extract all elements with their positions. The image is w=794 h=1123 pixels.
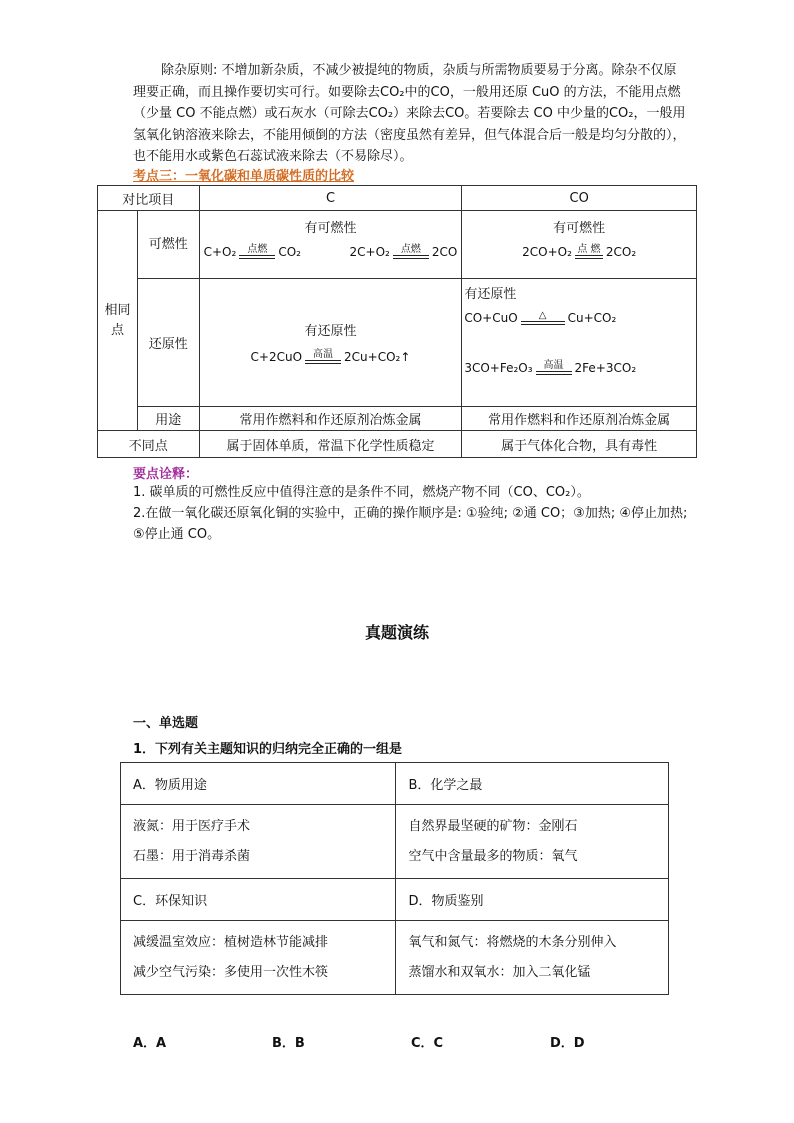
option-c-title: C．环保知识 — [121, 879, 396, 921]
co-flammable-cell: 有可燃性 2CO+O₂ 点 燃 2CO₂ — [462, 211, 697, 279]
co-use: 常用作燃料和作还原剂冶炼金属 — [462, 407, 697, 431]
same-label: 相同点 — [98, 211, 138, 431]
comparison-table — [97, 185, 697, 458]
question-table — [120, 762, 669, 995]
choice-c[interactable]: C．C — [411, 1036, 444, 1051]
page-heading: 真题演练 — [364, 623, 429, 642]
option-d-title: D．物质鉴别 — [396, 879, 669, 921]
c-use: 常用作燃料和作还原剂冶炼金属 — [199, 407, 462, 431]
flammable-label: 可燃性 — [137, 211, 199, 279]
co-reduction-eq1: CO+CuO △ Cu+CO₂ — [464, 310, 617, 325]
option-a-title: A．物质用途 — [121, 763, 396, 805]
option-d-content: 氧气和氮气：将燃烧的木条分别伸入 蒸馏水和双氧水：加入二氧化锰 — [396, 921, 669, 995]
c-flammable-cell: 有可燃性 C+O₂ 点燃 CO₂ 2C+O₂ 点燃 2CO — [199, 211, 462, 279]
co-combustion-eq: 2CO+O₂ 点 燃 2CO₂ — [522, 244, 637, 259]
header-item: 对比项目 — [98, 186, 200, 211]
header-c: C — [199, 186, 462, 211]
reducing-label: 还原性 — [137, 279, 199, 407]
c-reduction-eq: C+2CuO 高温 2Cu+CO₂↑ — [250, 349, 411, 364]
option-a-content: 液氮：用于医疗手术 石墨：用于消毒杀菌 — [121, 805, 396, 879]
diff-label: 不同点 — [98, 431, 200, 458]
header-co: CO — [462, 186, 697, 211]
c-diff: 属于固体单质，常温下化学性质稳定 — [199, 431, 462, 458]
choice-d[interactable]: D．D — [550, 1036, 585, 1051]
co-reducing-cell: 有还原性 CO+CuO △ Cu+CO₂ 3CO+Fe₂O₃ 高温 2Fe+3CO₂ — [462, 279, 697, 407]
choice-b[interactable]: B．B — [272, 1036, 305, 1051]
intro-paragraph: 除杂原则: 不增加新杂质，不减少被提纯的物质，杂质与所需物质要易于分离。除杂不仅原理要正确，而且操作要切实可行。如要除去CO₂中的CO，一般用还原 CuO 的方法，不能用点燃（少量 CO 不能点燃）或石灰水（可除去CO₂）来除去CO。若要除去 CO 中少量的CO₂，一般用氢氧化钠溶液来除去，不能用倾倒的方法（密度虽然有差异，但气体混合后一般是均匀分散的），也不能用水或紫色石蕊试液来除去（不易除尽）。 — [133, 63, 686, 164]
question-section-title: 一、单选题 — [133, 716, 199, 731]
co-reduction-eq2: 3CO+Fe₂O₃ 高温 2Fe+3CO₂ — [464, 360, 637, 375]
answer-choices — [133, 1032, 693, 1051]
option-b-title: B．化学之最 — [396, 763, 669, 805]
option-c-content: 减缓温室效应：植树造林节能减排 减少空气污染：多使用一次性木筷 — [121, 921, 396, 995]
note-1: 1. 碳单质的可燃性反应中值得注意的是条件不同，燃烧产物不同（CO、CO₂）。 — [133, 485, 590, 500]
notes-title: 要点诠释： — [133, 467, 199, 482]
section-title: 考点三：一氧化碳和单质碳性质的比较 — [133, 169, 355, 184]
c-reducing-cell: 有还原性 C+2CuO 高温 2Cu+CO₂↑ — [199, 279, 462, 407]
c-combustion-eq1: C+O₂ 点燃 CO₂ — [203, 244, 301, 259]
choice-a[interactable]: A．A — [133, 1036, 167, 1051]
question-1: 1．下列有关主题知识的归纳完全正确的一组是 — [133, 742, 403, 757]
option-b-content: 自然界最坚硬的矿物：金刚石 空气中含量最多的物质：氧气 — [396, 805, 669, 879]
c-combustion-eq2: 2C+O₂ 点燃 2CO — [349, 244, 458, 259]
use-label: 用途 — [137, 407, 199, 431]
co-diff: 属于气体化合物，具有毒性 — [462, 431, 697, 458]
note-2: 2.在做一氧化碳还原氧化铜的实验中，正确的操作顺序是: ①验纯; ②通 CO；③加热; ④停止加热; ⑤停止通 CO。 — [133, 506, 688, 542]
